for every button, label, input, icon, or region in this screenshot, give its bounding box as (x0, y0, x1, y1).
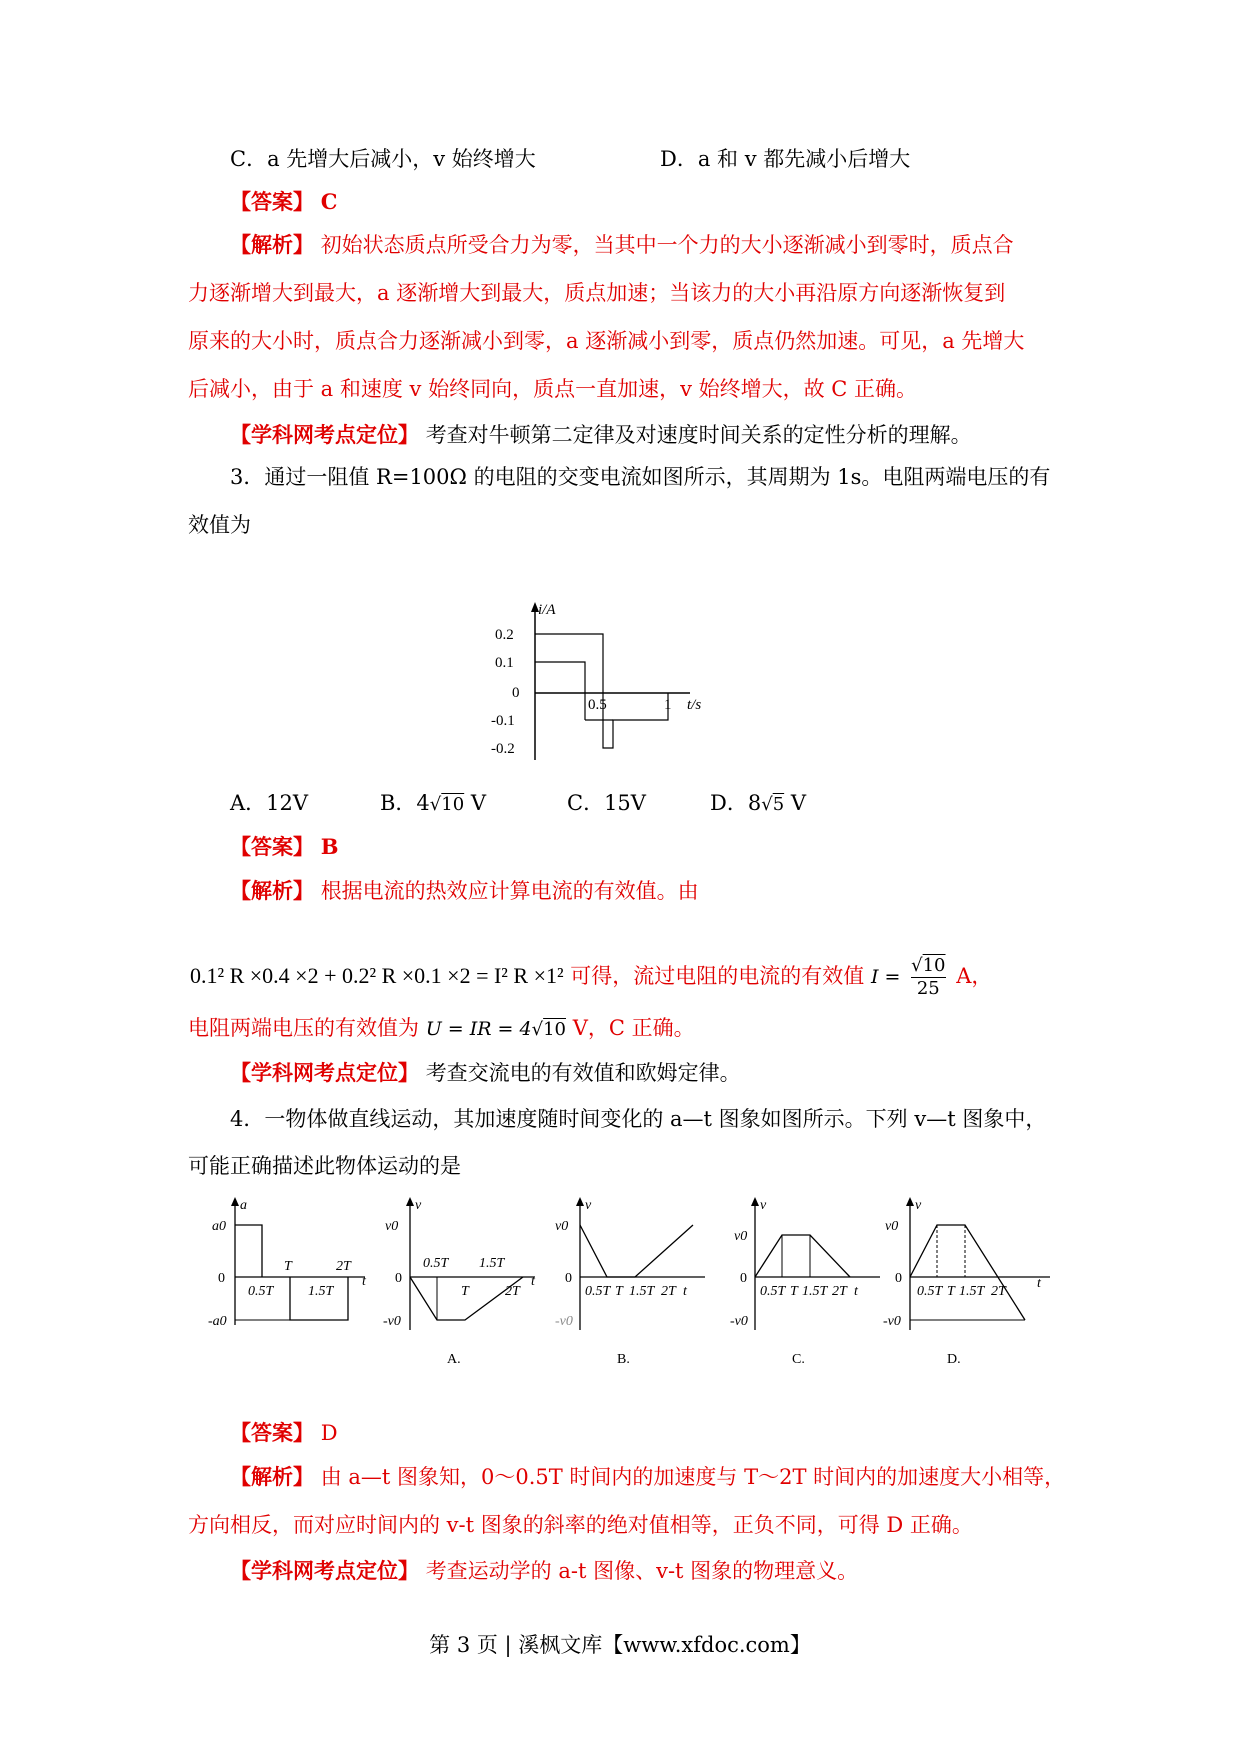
svg-text:1.5T: 1.5T (629, 1284, 655, 1299)
svg-text:0.5T: 0.5T (917, 1284, 943, 1299)
svg-text:v0: v0 (885, 1219, 899, 1234)
svg-text:-v0: -v0 (555, 1314, 573, 1329)
svg-text:0: 0 (740, 1271, 747, 1286)
svg-text:0.5T: 0.5T (760, 1284, 786, 1299)
svg-text:B.: B. (617, 1352, 630, 1365)
svg-text:0: 0 (895, 1271, 902, 1286)
q3-option-a: A．12V (230, 791, 309, 815)
q3-current-graph (485, 600, 735, 770)
q4-graph-d (883, 1197, 1050, 1365)
q3-y-label: i/A (538, 602, 556, 618)
svg-text:-a0: -a0 (208, 1314, 227, 1329)
svg-text:1.5T: 1.5T (308, 1284, 334, 1299)
svg-text:v0: v0 (385, 1219, 399, 1234)
svg-text:1.5T: 1.5T (959, 1284, 985, 1299)
svg-text:0.5T: 0.5T (585, 1284, 611, 1299)
q3-ytick-neg0.1: -0.1 (491, 713, 515, 729)
q4-analysis-line-1: 【解析】 由 a—t 图象知，0～0.5T 时间内的加速度与 T～2T 时间内的加速度大小相等， (230, 1464, 1066, 1489)
q4-graph-b (555, 1197, 705, 1365)
svg-text:0: 0 (395, 1271, 402, 1286)
svg-text:t: t (531, 1274, 535, 1289)
q4-analysis-line-2: 方向相反，而对应时间内的 v-t 图象的斜率的绝对值相等，正负不同，可得 D 正确。 (188, 1513, 973, 1537)
q4-graph-a (383, 1197, 536, 1365)
q3-stem-line-1: 3．通过一阻值 R=100Ω 的电阻的交变电流如图所示，其周期为 1s。电阻两端电压的有 (230, 465, 1051, 489)
q4-graph-c (730, 1197, 880, 1365)
q3-knowledge-point: 【学科网考点定位】 考查交流电的有效值和欧姆定律。 (230, 1060, 741, 1085)
q3-voltage-line: 电阻两端电压的有效值为 U = IR = 4√10 V，C 正确。 (188, 1016, 695, 1040)
svg-text:a0: a0 (212, 1219, 226, 1234)
svg-text:a: a (240, 1198, 247, 1213)
q3-xtick-0.5: 0.5 (588, 697, 607, 713)
svg-text:0.5T: 0.5T (423, 1256, 449, 1271)
svg-text:t: t (854, 1284, 858, 1299)
q2-analysis-line-3: 原来的大小时，质点合力逐渐减小到零，a 逐渐减小到零，质点仍然加速。可见，a 先增大 (188, 329, 1025, 353)
svg-text:D.: D. (947, 1352, 961, 1365)
page-footer: 第 3 页 | 溪枫文库【www.xfdoc.com】 (429, 1633, 811, 1657)
svg-text:v: v (915, 1198, 922, 1213)
svg-text:2T: 2T (832, 1284, 847, 1299)
svg-text:0: 0 (218, 1271, 225, 1286)
svg-text:-v0: -v0 (383, 1314, 401, 1329)
q3-I-fraction: $\frac{√10}{25}$ (911, 955, 946, 999)
svg-text:0: 0 (565, 1271, 572, 1286)
svg-text:t: t (1037, 1276, 1041, 1291)
svg-text:1.5T: 1.5T (802, 1284, 828, 1299)
svg-text:2T: 2T (991, 1284, 1006, 1299)
svg-text:T: T (615, 1284, 623, 1299)
q4-stem-line-2: 可能正确描述此物体运动的是 (188, 1154, 461, 1178)
svg-text:T: T (790, 1284, 798, 1299)
svg-text:v: v (760, 1198, 767, 1213)
svg-text:T: T (947, 1284, 955, 1299)
svg-text:2T: 2T (336, 1259, 351, 1274)
q3-x-label: t/s (687, 697, 702, 713)
q3-option-c: C．15V (567, 791, 646, 815)
q2-answer: 【答案】 C (230, 189, 338, 214)
q3-formula-line: 0.1² R ×0.4 ×2 + 0.2² R ×0.1 ×2 = I² R ×1² 可得，流过电阻的电流的有效值 I = $\frac{√10}{25}$ A， (190, 955, 993, 999)
svg-text:t: t (362, 1274, 366, 1289)
svg-text:C.: C. (792, 1352, 805, 1365)
q3-option-b: B．4√10 V (380, 791, 487, 815)
svg-text:2T: 2T (661, 1284, 676, 1299)
svg-text:-v0: -v0 (883, 1314, 901, 1329)
q3-stem-line-2: 效值为 (188, 513, 251, 537)
q4-stem-line-1: 4．一物体做直线运动，其加速度随时间变化的 a—t 图象如图所示。下列 v—t 图象中， (230, 1107, 1047, 1131)
q3-ytick-0.1: 0.1 (495, 655, 514, 671)
q2-analysis-line-1: 【解析】 初始状态质点所受合力为零，当其中一个力的大小逐渐减小到零时，质点合 (230, 232, 1014, 257)
q4-knowledge-point: 【学科网考点定位】 考查运动学的 a-t 图像、v-t 图象的物理意义。 (230, 1558, 859, 1583)
q3-ytick-0.2: 0.2 (495, 627, 514, 643)
q2-option-d: D．a 和 v 都先减小后增大 (660, 147, 911, 171)
svg-text:v: v (585, 1198, 592, 1213)
q2-knowledge-point: 【学科网考点定位】 考查对牛顿第二定律及对速度时间关系的定性分析的理解。 (230, 422, 972, 447)
q3-formula: 0.1² R ×0.4 ×2 + 0.2² R ×0.1 ×2 = I² R ×1² (190, 963, 564, 988)
q2-option-c: C．a 先增大后减小，v 始终增大 (230, 147, 536, 171)
q3-analysis-line-1: 【解析】 根据电流的热效应计算电流的有效值。由 (230, 878, 699, 903)
svg-text:v0: v0 (734, 1229, 748, 1244)
svg-text:1.5T: 1.5T (479, 1256, 505, 1271)
q4-a-t-graph (208, 1197, 367, 1329)
q3-option-d: D．8√5 V (710, 791, 806, 815)
svg-text:t: t (683, 1284, 687, 1299)
svg-text:v: v (415, 1198, 422, 1213)
svg-text:T: T (461, 1284, 469, 1299)
q3-xtick-1: 1 (664, 697, 672, 713)
q3-ytick-neg0.2: -0.2 (491, 741, 515, 757)
svg-text:T: T (284, 1259, 292, 1274)
svg-text:0.5T: 0.5T (248, 1284, 274, 1299)
q4-answer: 【答案】 D (230, 1420, 338, 1445)
svg-text:v0: v0 (555, 1219, 569, 1234)
q3-ytick-0: 0 (512, 685, 520, 701)
q2-analysis-line-4: 后减小，由于 a 和速度 v 始终同向，质点一直加速，v 始终增大，故 C 正确。 (188, 377, 918, 401)
q3-answer: 【答案】 B (230, 834, 339, 859)
q4-graphs (200, 1195, 1050, 1365)
svg-text:A.: A. (447, 1352, 461, 1365)
svg-text:-v0: -v0 (730, 1314, 748, 1329)
q2-analysis-line-2: 力逐渐增大到最大，a 逐渐增大到最大，质点加速；当该力的大小再沿原方向逐渐恢复到 (188, 281, 1006, 305)
svg-text:2T: 2T (505, 1284, 520, 1299)
